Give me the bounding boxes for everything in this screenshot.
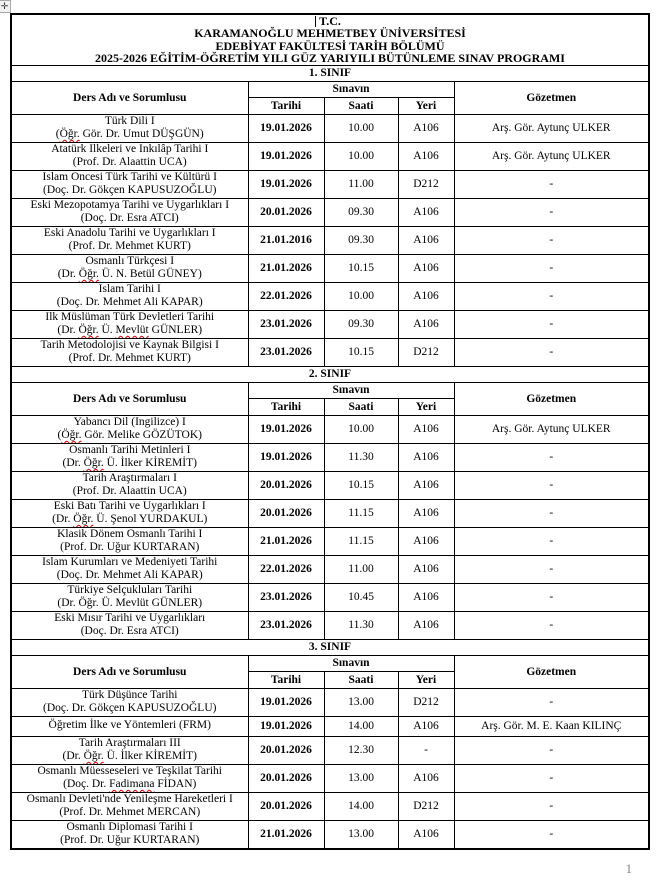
proctor-cell[interactable]: - xyxy=(454,282,649,310)
exam-place-cell[interactable]: A106 xyxy=(398,254,454,282)
exam-date-cell[interactable]: 19.01.2026 xyxy=(248,688,324,716)
misspelled-word: Öğr. xyxy=(61,429,82,442)
exam-row xyxy=(11,415,649,443)
title-line-faculty: EDEBİYAT FAKÜLTESİ TARİH BÖLÜMÜ xyxy=(215,38,445,53)
course-cell[interactable] xyxy=(11,736,248,764)
course-cell[interactable] xyxy=(11,226,248,254)
proctor-cell[interactable]: - xyxy=(454,226,649,254)
exam-date-cell[interactable]: 22.01.2026 xyxy=(248,555,324,583)
course-name: Osmanlı Türkçesi I xyxy=(85,254,175,267)
section-title[interactable]: 1. SINIF xyxy=(11,65,649,81)
exam-time-cell[interactable]: 13.00 xyxy=(324,764,398,792)
column-header-time[interactable]: Saati xyxy=(324,97,398,114)
exam-time-cell[interactable]: 10.00 xyxy=(324,114,398,142)
proctor-cell[interactable]: - xyxy=(454,583,649,611)
course-cell[interactable] xyxy=(11,338,248,366)
course-name: Klasik Dönem Osmanlı Tarihi I xyxy=(57,527,203,540)
exam-time-cell[interactable]: 10.15 xyxy=(324,471,398,499)
exam-row xyxy=(11,688,649,716)
course-cell[interactable] xyxy=(11,555,248,583)
proctor-cell[interactable]: - xyxy=(454,310,649,338)
course-instructor: (Doç. Dr. Mehmet Ali KAPAR) xyxy=(56,296,203,309)
course-cell[interactable] xyxy=(11,820,248,849)
course-cell[interactable] xyxy=(11,443,248,471)
exam-row xyxy=(11,716,649,736)
course-instructor: (Prof. Dr. Mehmet KURT) xyxy=(68,240,191,253)
title-line-tc: T.C. xyxy=(319,14,341,28)
course-instructor: (Dr. Öğr. Ü. İlker KİREMİT) xyxy=(62,750,197,763)
column-header-date[interactable]: Tarihi xyxy=(248,97,324,114)
exam-time-cell[interactable]: 11.00 xyxy=(324,555,398,583)
exam-place-cell[interactable]: A106 xyxy=(398,583,454,611)
proctor-cell[interactable]: - xyxy=(454,736,649,764)
column-header-time[interactable]: Saati xyxy=(324,671,398,688)
course-instructor: (Prof. Dr. Mehmet MERCAN) xyxy=(59,806,201,819)
section-title-row xyxy=(11,65,649,81)
exam-place-cell[interactable]: A106 xyxy=(398,716,454,736)
course-name: Tarih Araştırmaları I xyxy=(82,471,177,484)
exam-row xyxy=(11,792,649,820)
exam-time-cell[interactable]: 11.30 xyxy=(324,611,398,639)
column-header-date[interactable]: Tarihi xyxy=(248,671,324,688)
exam-time-cell[interactable]: 13.00 xyxy=(324,820,398,849)
course-cell[interactable] xyxy=(11,583,248,611)
course-instructor: (Prof. Dr. Uğur KURTARAN) xyxy=(60,834,200,847)
exam-row xyxy=(11,611,649,639)
proctor-cell[interactable]: Arş. Gör. Aytunç ULKER xyxy=(454,114,649,142)
exam-date-cell[interactable]: 23.01.2026 xyxy=(248,583,324,611)
exam-date-cell[interactable]: 20.01.2026 xyxy=(248,764,324,792)
exam-row xyxy=(11,471,649,499)
course-name: Islam Kurumları ve Medeniyeti Tarihi xyxy=(42,555,218,568)
exam-time-cell[interactable]: 14.00 xyxy=(324,792,398,820)
cross-arrows-icon: ✛ xyxy=(0,1,9,11)
exam-date-cell[interactable]: 19.01.2026 xyxy=(248,415,324,443)
course-cell[interactable] xyxy=(11,471,248,499)
exam-time-cell[interactable]: 09.30 xyxy=(324,310,398,338)
exam-row xyxy=(11,254,649,282)
course-instructor: (Dr. Öğr. Ü. İlker KİREMİT) xyxy=(62,457,197,470)
course-cell[interactable] xyxy=(11,282,248,310)
document-title-row xyxy=(11,14,649,65)
course-cell[interactable] xyxy=(11,254,248,282)
course-name: Eski Mısır Tarihi ve Uygarlıkları xyxy=(54,611,206,624)
proctor-cell[interactable]: - xyxy=(454,527,649,555)
exam-place-cell[interactable]: A106 xyxy=(398,415,454,443)
course-cell[interactable] xyxy=(11,198,248,226)
exam-place-cell[interactable]: D212 xyxy=(398,170,454,198)
column-header-proctor[interactable]: Gözetmen xyxy=(454,81,649,114)
section-title[interactable]: 2. SINIF xyxy=(11,366,649,382)
title-line-program: 2025-2026 EĞİTİM-ÖĞRETİM YILI GÜZ YARIYILI BÜTÜNLEME SINAV PROGRAMI xyxy=(95,51,565,66)
exam-date-cell[interactable]: 20.01.2026 xyxy=(248,198,324,226)
title-line-university: KARAMANOĞLU MEHMETBEY ÜNİVERSİTESİ xyxy=(194,26,466,41)
schedule-body xyxy=(11,14,649,849)
course-instructor: (Öğr. Gör. Dr. Umut DÜŞGÜN) xyxy=(55,128,204,141)
exam-place-cell[interactable]: A106 xyxy=(398,142,454,170)
course-name: Eski Batı Tarihi ve Uygarlıkları I xyxy=(53,499,206,512)
misspelled-word: Öğr. xyxy=(83,750,104,763)
proctor-cell[interactable]: - xyxy=(454,198,649,226)
section-title-row xyxy=(11,366,649,382)
misspelled-word: Öğr. xyxy=(83,457,104,470)
exam-date-cell[interactable]: 21.01.2026 xyxy=(248,254,324,282)
proctor-cell[interactable]: - xyxy=(454,170,649,198)
exam-row xyxy=(11,555,649,583)
column-header-proctor[interactable]: Gözetmen xyxy=(454,382,649,415)
exam-date-cell[interactable]: 20.01.2026 xyxy=(248,471,324,499)
exam-row xyxy=(11,527,649,555)
course-name: Atatürk Ilkeleri ve Inkılâp Tarihi I xyxy=(51,142,209,155)
exam-place-cell[interactable]: A106 xyxy=(398,499,454,527)
column-header-time[interactable]: Saati xyxy=(324,398,398,415)
course-instructor: (Doç. Dr. Esra ATCI) xyxy=(80,625,179,638)
column-header-row-1 xyxy=(11,655,649,671)
proctor-cell[interactable]: - xyxy=(454,611,649,639)
proctor-cell[interactable]: - xyxy=(454,688,649,716)
exam-date-cell[interactable]: 19.01.2026 xyxy=(248,142,324,170)
proctor-cell[interactable]: - xyxy=(454,499,649,527)
course-instructor: (Doç. Dr. Gökçen KAPUSUZOĞLU) xyxy=(43,184,217,197)
proctor-cell[interactable]: Arş. Gör. M. E. Kaan KILINÇ xyxy=(454,716,649,736)
exam-date-cell[interactable]: 21.01.2026 xyxy=(248,527,324,555)
exam-place-cell[interactable]: A106 xyxy=(398,282,454,310)
column-header-exam-group[interactable]: Sınavın xyxy=(248,655,454,671)
page-number: 1 xyxy=(625,862,632,876)
table-move-handle-icon[interactable] xyxy=(0,0,11,13)
exam-place-cell[interactable]: A106 xyxy=(398,114,454,142)
exam-time-cell[interactable]: 12.30 xyxy=(324,736,398,764)
exam-schedule-table xyxy=(10,13,650,850)
column-header-exam-group[interactable]: Sınavın xyxy=(248,81,454,97)
course-name: Eski Mezopotamya Tarihi ve Uygarlıkları I xyxy=(30,198,230,211)
exam-row xyxy=(11,310,649,338)
exam-row xyxy=(11,443,649,471)
course-cell[interactable] xyxy=(11,170,248,198)
document-title-block[interactable] xyxy=(11,14,649,65)
exam-time-cell[interactable]: 10.00 xyxy=(324,415,398,443)
course-instructor: (Prof. Dr. Uğur KURTARAN) xyxy=(60,541,200,554)
exam-time-cell[interactable]: 14.00 xyxy=(324,716,398,736)
proctor-cell[interactable]: - xyxy=(454,254,649,282)
exam-time-cell[interactable]: 09.30 xyxy=(324,226,398,254)
exam-row xyxy=(11,338,649,366)
course-instructor: (Dr. Öğr. Ü. Şenol YURDAKUL) xyxy=(52,513,208,526)
course-cell[interactable] xyxy=(11,114,248,142)
column-header-date[interactable]: Tarihi xyxy=(248,398,324,415)
course-instructor: (Doç. Dr. Mehmet Ali KAPAR) xyxy=(56,569,203,582)
course-name: Osmanlı Tarihi Metinleri I xyxy=(69,443,191,456)
misspelled-word: Fadimana xyxy=(109,778,155,791)
column-header-place[interactable]: Yeri xyxy=(398,398,454,415)
proctor-cell[interactable]: - xyxy=(454,443,649,471)
exam-place-cell[interactable]: A106 xyxy=(398,611,454,639)
exam-row xyxy=(11,226,649,254)
exam-place-cell[interactable]: - xyxy=(398,736,454,764)
exam-time-cell[interactable]: 10.15 xyxy=(324,338,398,366)
exam-place-cell[interactable]: A106 xyxy=(398,471,454,499)
exam-place-cell[interactable]: A106 xyxy=(398,555,454,583)
exam-row xyxy=(11,198,649,226)
course-name: Türk Düşünce Tarihi xyxy=(82,688,178,701)
proctor-cell[interactable]: Arş. Gör. Aytunç ULKER xyxy=(454,142,649,170)
exam-time-cell[interactable]: 11.15 xyxy=(324,527,398,555)
exam-place-cell[interactable]: D212 xyxy=(398,792,454,820)
misspelled-word: Mevlüt xyxy=(115,324,149,337)
exam-date-cell[interactable]: 21.01.2026 xyxy=(248,820,324,849)
exam-place-cell[interactable]: D212 xyxy=(398,688,454,716)
proctor-cell[interactable]: - xyxy=(454,820,649,849)
course-name: Osmanlı Devleti'nde Yenileşme Hareketleri I xyxy=(26,792,233,805)
proctor-cell[interactable]: - xyxy=(454,338,649,366)
exam-row xyxy=(11,736,649,764)
exam-date-cell[interactable]: 19.01.2026 xyxy=(248,114,324,142)
course-instructor: (Prof. Dr. Alaattin UCA) xyxy=(72,156,187,169)
course-name: Osmanlı Diplomasi Tarihi I xyxy=(66,820,193,833)
course-cell[interactable] xyxy=(11,415,248,443)
column-header-row-1 xyxy=(11,81,649,97)
exam-date-cell[interactable]: 20.01.2026 xyxy=(248,499,324,527)
exam-row xyxy=(11,820,649,849)
section-title-row xyxy=(11,639,649,655)
proctor-cell[interactable]: - xyxy=(454,555,649,583)
course-cell[interactable] xyxy=(11,792,248,820)
exam-row xyxy=(11,583,649,611)
exam-date-cell[interactable]: 20.01.2026 xyxy=(248,792,324,820)
exam-date-cell[interactable]: 19.01.2026 xyxy=(248,716,324,736)
exam-row xyxy=(11,282,649,310)
exam-date-cell[interactable]: 22.01.2026 xyxy=(248,282,324,310)
exam-date-cell[interactable]: 19.01.2026 xyxy=(248,443,324,471)
course-name: Islam Tarihi I xyxy=(98,282,161,295)
column-header-place[interactable]: Yeri xyxy=(398,671,454,688)
course-instructor: (Doç. Dr. Esra ATCI) xyxy=(80,212,179,225)
exam-time-cell[interactable]: 11.30 xyxy=(324,443,398,471)
course-name: Ilk Müslüman Türk Devletleri Tarihi xyxy=(45,310,215,323)
course-cell[interactable] xyxy=(11,764,248,792)
misspelled-word: Öğr. xyxy=(78,268,99,281)
column-header-exam-group[interactable]: Sınavın xyxy=(248,382,454,398)
exam-place-cell[interactable]: A106 xyxy=(398,527,454,555)
exam-date-cell[interactable]: 23.01.2026 xyxy=(248,310,324,338)
exam-place-cell[interactable]: A106 xyxy=(398,310,454,338)
exam-time-cell[interactable]: 09.30 xyxy=(324,198,398,226)
proctor-cell[interactable]: - xyxy=(454,764,649,792)
course-cell[interactable] xyxy=(11,716,248,736)
exam-date-cell[interactable]: 23.01.2026 xyxy=(248,611,324,639)
exam-row xyxy=(11,114,649,142)
section-title[interactable]: 3. SINIF xyxy=(11,639,649,655)
course-name: Türk Dili I xyxy=(104,114,155,127)
exam-place-cell[interactable]: A106 xyxy=(398,198,454,226)
course-instructor: (Prof. Dr. Mehmet KURT) xyxy=(68,352,191,365)
course-name: Tarih Metodolojisi ve Kaynak Bilgisi I xyxy=(40,338,219,351)
course-name: Yabancı Dil (Ingilizce) I xyxy=(73,415,186,428)
exam-time-cell[interactable]: 11.15 xyxy=(324,499,398,527)
course-instructor: (Prof. Dr. Alaattin UCA) xyxy=(72,485,187,498)
exam-place-cell[interactable]: A106 xyxy=(398,820,454,849)
course-name: Islam Oncesi Türk Tarihi ve Kültürü I xyxy=(42,170,217,183)
exam-date-cell[interactable]: 23.01.2026 xyxy=(248,338,324,366)
exam-row xyxy=(11,142,649,170)
proctor-cell[interactable]: - xyxy=(454,792,649,820)
course-cell[interactable] xyxy=(11,310,248,338)
exam-time-cell[interactable]: 10.00 xyxy=(324,282,398,310)
exam-time-cell[interactable]: 11.00 xyxy=(324,170,398,198)
exam-time-cell[interactable]: 10.45 xyxy=(324,583,398,611)
misspelled-word: Öğr. xyxy=(78,324,99,337)
exam-time-cell[interactable]: 10.00 xyxy=(324,142,398,170)
exam-row xyxy=(11,499,649,527)
exam-time-cell[interactable]: 10.15 xyxy=(324,254,398,282)
column-header-course[interactable]: Ders Adı ve Sorumlusu xyxy=(11,81,248,114)
misspelled-word: Öğr. xyxy=(59,128,80,141)
misspelled-word: Öğr. xyxy=(73,513,94,526)
course-cell[interactable] xyxy=(11,611,248,639)
course-cell[interactable] xyxy=(11,527,248,555)
column-header-proctor[interactable]: Gözetmen xyxy=(454,655,649,688)
course-instructor: (Öğr. Gör. Melike GÖZÜTOK) xyxy=(57,429,202,442)
proctor-cell[interactable]: - xyxy=(454,471,649,499)
exam-place-cell[interactable]: A106 xyxy=(398,443,454,471)
exam-row xyxy=(11,170,649,198)
column-header-row-1 xyxy=(11,382,649,398)
course-cell[interactable] xyxy=(11,142,248,170)
column-header-course[interactable]: Ders Adı ve Sorumlusu xyxy=(11,382,248,415)
course-instructor: (Doç. Dr. Fadimana FİDAN) xyxy=(63,778,197,791)
proctor-cell[interactable]: Arş. Gör. Aytunç ULKER xyxy=(454,415,649,443)
course-name: Eski Anadolu Tarihi ve Uygarlıkları I xyxy=(43,226,216,239)
exam-row xyxy=(11,764,649,792)
course-name: Türkiye Selçukluları Tarihi xyxy=(67,583,193,596)
exam-time-cell[interactable]: 13.00 xyxy=(324,688,398,716)
column-header-place[interactable]: Yeri xyxy=(398,97,454,114)
course-name: Tarih Araştırmaları III xyxy=(78,736,181,749)
course-instructor: (Dr. Öğr. Ü. N. Betül GÜNEY) xyxy=(57,268,202,281)
column-header-course[interactable]: Ders Adı ve Sorumlusu xyxy=(11,655,248,688)
exam-date-cell[interactable]: 19.01.2026 xyxy=(248,170,324,198)
course-cell[interactable] xyxy=(11,688,248,716)
exam-place-cell[interactable]: A106 xyxy=(398,764,454,792)
course-name: Öğretim İlke ve Yöntemleri (FRM) xyxy=(48,719,211,732)
exam-place-cell[interactable]: A106 xyxy=(398,226,454,254)
exam-date-cell[interactable]: 21.01.2016 xyxy=(248,226,324,254)
exam-place-cell[interactable]: D212 xyxy=(398,338,454,366)
course-instructor: (Doç. Dr. Gökçen KAPUSUZOĞLU) xyxy=(43,702,217,715)
course-instructor: (Dr. Öğr. Ü. Mevlüt GÜNLER) xyxy=(57,597,203,610)
exam-date-cell[interactable]: 20.01.2026 xyxy=(248,736,324,764)
course-cell[interactable] xyxy=(11,499,248,527)
course-name: Osmanlı Müesseseleri ve Teşkilat Tarihi xyxy=(37,764,222,777)
course-instructor: (Dr. Öğr. Ü. Mevlüt GÜNLER) xyxy=(57,324,203,337)
